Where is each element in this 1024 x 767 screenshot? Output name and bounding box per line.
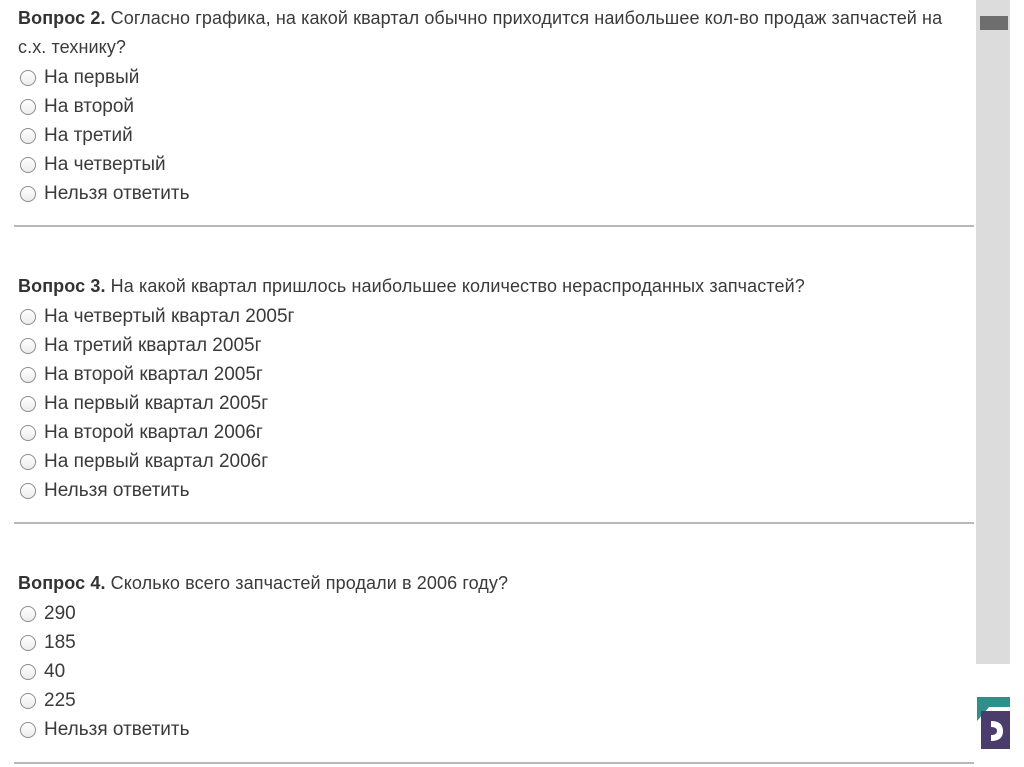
option-label: На третий квартал 2005г: [44, 334, 262, 356]
option-label: На первый квартал 2006г: [44, 450, 269, 472]
option-label: Нельзя ответить: [44, 718, 190, 740]
question-4: [18, 569, 973, 744]
radio-button-icon[interactable]: [20, 635, 36, 651]
option-label: Нельзя ответить: [44, 479, 190, 501]
radio-button-icon[interactable]: [20, 186, 36, 202]
option-label: 40: [44, 660, 66, 682]
vertical-scrollbar[interactable]: [976, 0, 1010, 664]
radio-button-icon[interactable]: [20, 454, 36, 470]
question-3-option-4[interactable]: [18, 389, 973, 418]
question-divider: [14, 225, 974, 227]
radio-button-icon[interactable]: [20, 367, 36, 383]
radio-button-icon[interactable]: [20, 396, 36, 412]
question-4-option-5[interactable]: [18, 715, 973, 744]
question-4-option-4[interactable]: [18, 686, 973, 715]
question-2-option-1[interactable]: [18, 63, 973, 92]
question-3-number: Вопрос 3.: [18, 276, 106, 296]
option-label: На второй квартал 2006г: [44, 421, 263, 443]
question-3-title: [18, 272, 973, 301]
logo-graphic: [977, 697, 1010, 749]
question-3-options: [18, 302, 973, 505]
question-divider: [14, 762, 974, 764]
question-2-option-2[interactable]: [18, 92, 973, 121]
option-label: На первый: [44, 66, 140, 88]
question-2: [18, 4, 973, 208]
question-2-number: Вопрос 2.: [18, 8, 106, 28]
question-4-option-2[interactable]: [18, 628, 973, 657]
question-4-options: [18, 599, 973, 744]
radio-button-icon[interactable]: [20, 157, 36, 173]
option-label: 185: [44, 631, 76, 653]
question-3-option-5[interactable]: [18, 418, 973, 447]
option-label: На первый квартал 2005г: [44, 392, 269, 414]
question-3-option-2[interactable]: [18, 331, 973, 360]
question-2-options: [18, 63, 973, 208]
question-3-option-6[interactable]: [18, 447, 973, 476]
radio-button-icon[interactable]: [20, 483, 36, 499]
question-3-text: На какой квартал пришлось наибольшее количество нераспроданных запчастей?: [105, 276, 805, 296]
question-2-option-4[interactable]: [18, 150, 973, 179]
radio-button-icon[interactable]: [20, 309, 36, 325]
question-4-option-1[interactable]: [18, 599, 973, 628]
question-3-option-1[interactable]: [18, 302, 973, 331]
option-label: На четвертый квартал 2005г: [44, 305, 295, 327]
option-label: На третий: [44, 124, 133, 146]
question-4-option-3[interactable]: [18, 657, 973, 686]
logo-icon: [977, 697, 1010, 749]
question-4-text: Сколько всего запчастей продали в 2006 году?: [105, 573, 509, 593]
option-label: На четвертый: [44, 153, 166, 175]
radio-button-icon[interactable]: [20, 128, 36, 144]
option-label: Нельзя ответить: [44, 182, 190, 204]
option-label: На второй: [44, 95, 135, 117]
question-4-number: Вопрос 4.: [18, 573, 106, 593]
option-label: На второй квартал 2005г: [44, 363, 263, 385]
question-divider: [14, 522, 974, 524]
radio-button-icon[interactable]: [20, 70, 36, 86]
question-3: [18, 272, 973, 505]
question-2-title: [18, 4, 973, 62]
question-2-option-3[interactable]: [18, 121, 973, 150]
radio-button-icon[interactable]: [20, 664, 36, 680]
question-3-option-7[interactable]: [18, 476, 973, 505]
radio-button-icon[interactable]: [20, 693, 36, 709]
radio-button-icon[interactable]: [20, 338, 36, 354]
question-4-title: [18, 569, 973, 598]
radio-button-icon[interactable]: [20, 99, 36, 115]
question-2-text: Согласно графика, на какой квартал обычно приходится наибольшее кол-во продаж запчастей на с.х. технику?: [18, 8, 943, 57]
radio-button-icon[interactable]: [20, 606, 36, 622]
question-2-option-5[interactable]: [18, 179, 973, 208]
option-label: 290: [44, 602, 76, 624]
question-3-option-3[interactable]: [18, 360, 973, 389]
radio-button-icon[interactable]: [20, 425, 36, 441]
option-label: 225: [44, 689, 76, 711]
radio-button-icon[interactable]: [20, 722, 36, 738]
scrollbar-thumb[interactable]: [980, 16, 1008, 30]
